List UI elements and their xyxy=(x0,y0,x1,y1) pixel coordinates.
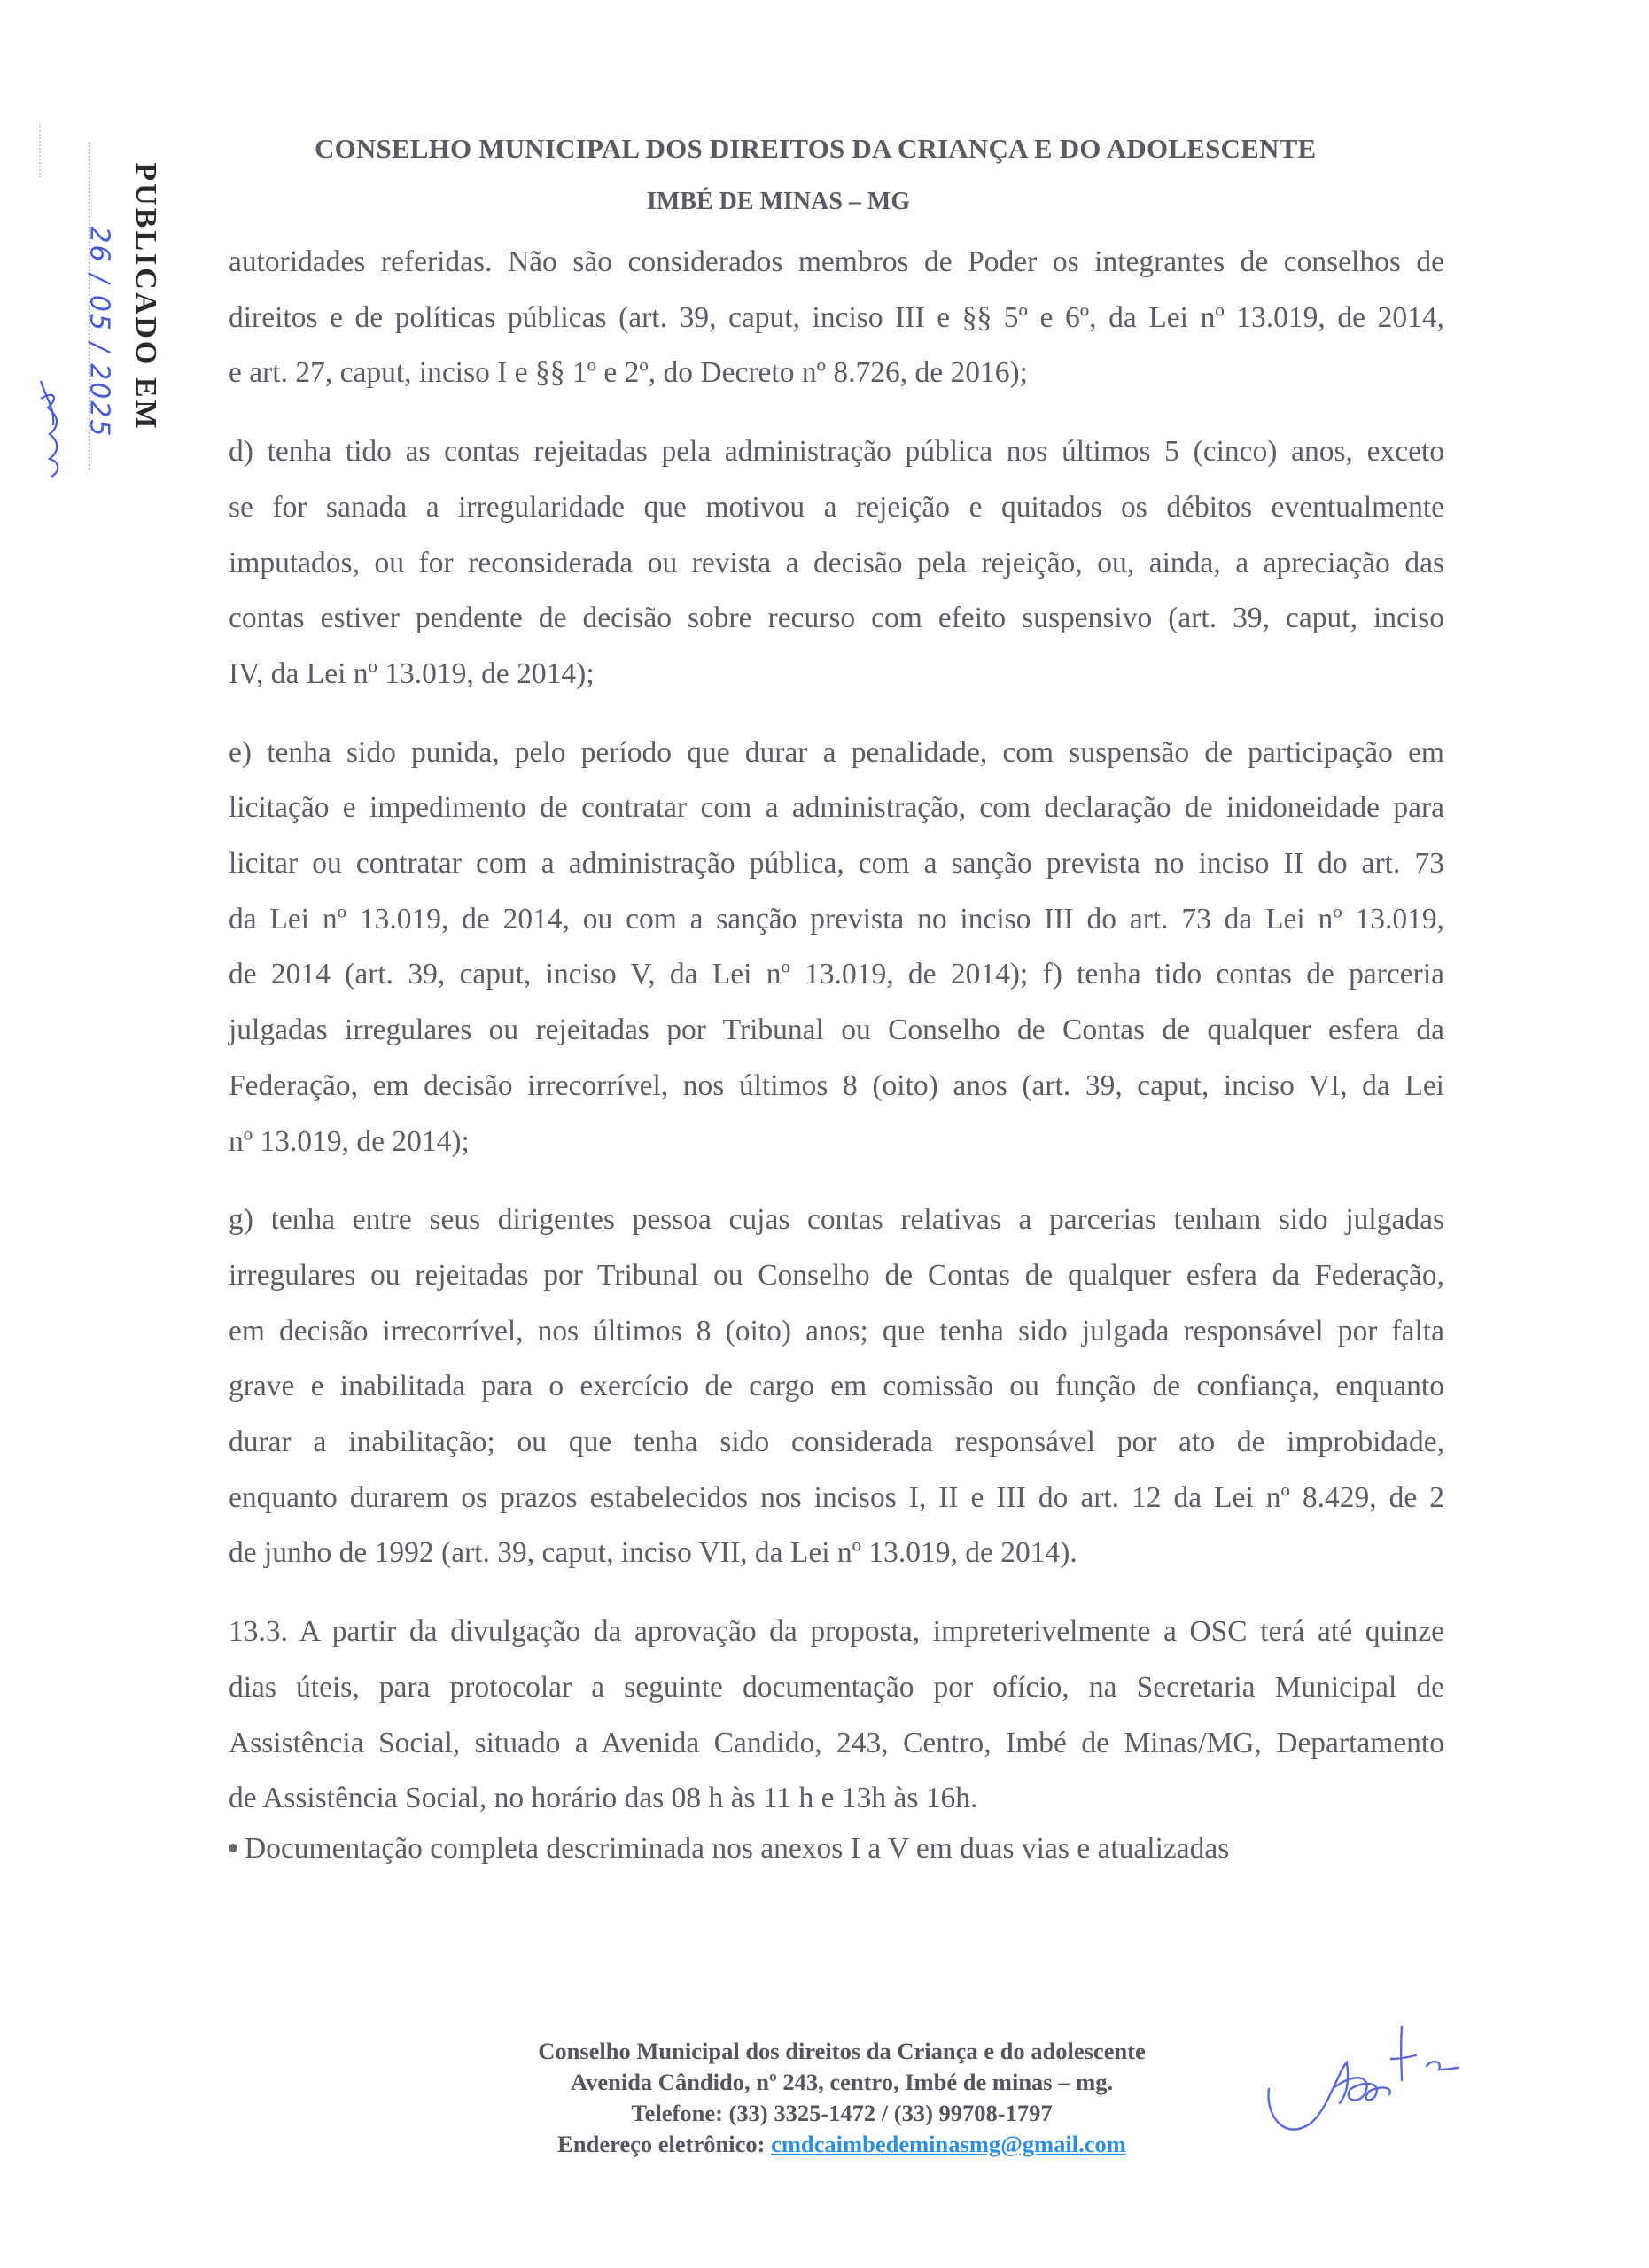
text-line: Assistência Social, situado a Avenida Candido, 243, Centro, Imbé de Minas/MG, Departamento xyxy=(229,1726,1444,1759)
text-line: grave e inabilitada para o exercício de cargo em comissão ou função de confiança, enquanto xyxy=(229,1370,1444,1403)
text-line: g) tenha entre seus dirigentes pessoa cujas contas relativas a parcerias tenham sido julgadas xyxy=(229,1203,1444,1237)
footer-email-row xyxy=(461,2129,1223,2160)
text-line: e art. 27, caput, inciso I e §§ 1º e 2º, do Decreto nº 8.726, de 2016); xyxy=(229,356,1028,390)
text-line: julgadas irregulares ou rejeitadas por Tribunal ou Conselho de Contas de qualquer esfera da xyxy=(229,1014,1444,1047)
paragraph-c-tail xyxy=(229,235,1444,401)
footer-email-link[interactable]: cmdcaimbedeminasmg@gmail.com xyxy=(771,2131,1126,2157)
text-line: IV, da Lei nº 13.019, de 2014); xyxy=(229,656,595,690)
text-line: dias úteis, para protocolar a seguinte documentação por ofício, na Secretaria Municipal de xyxy=(229,1670,1444,1704)
stamp-initials-signature xyxy=(28,133,82,487)
text-line: direitos e de políticas públicas (art. 39, caput, inciso III e §§ 5º e 6º, da Lei nº 13.019, de 2014, xyxy=(229,300,1444,334)
bullet-item-documentation xyxy=(229,1832,1229,1866)
text-line: se for sanada a irregularidade que motivou a rejeição e quitados os débitos eventualmente xyxy=(229,490,1444,524)
footer-email-label: Endereço eletrônico: xyxy=(557,2131,772,2157)
text-line: de junho de 1992 (art. 39, caput, inciso VII, da Lei nº 13.019, de 2014). xyxy=(229,1536,1077,1570)
text-line: 13.3. A partir da divulgação da aprovação da proposta, impreterivelmente a OSC terá até quinze xyxy=(229,1615,1444,1649)
section-13-3 xyxy=(229,1604,1444,1827)
paragraph-g xyxy=(229,1192,1444,1581)
document-body xyxy=(229,235,1444,1850)
header-city: IMBÉ DE MINAS – MG xyxy=(647,188,911,215)
text-line: nº 13.019, de 2014); xyxy=(229,1124,470,1158)
text-line: de Assistência Social, no horário das 08 h às 11 h e 13h às 16h. xyxy=(229,1782,978,1815)
text-line: contas estiver pendente de decisão sobre recurso com efeito suspensivo (art. 39, caput, inciso xyxy=(229,602,1444,635)
text-line: em decisão irrecorrível, nos últimos 8 (oito) anos; que tenha sido julgada responsável por falta xyxy=(229,1314,1444,1348)
text-line: enquanto durarem os prazos estabelecidos nos incisos I, II e III do art. 12 da Lei nº 8.429, de 2 xyxy=(229,1480,1444,1514)
text-line: licitação e impedimento de contratar com a administração, com declaração de inidoneidade para xyxy=(229,791,1444,825)
text-line: d) tenha tido as contas rejeitadas pela administração pública nos últimos 5 (cinco) anos, exceto xyxy=(229,435,1444,469)
text-line: e) tenha sido punida, pelo período que durar a penalidade, com suspensão de participação em xyxy=(229,735,1444,769)
handwritten-signature xyxy=(1258,2018,1471,2142)
published-stamp-label: PUBLICADO EM xyxy=(129,162,162,431)
published-stamp-date xyxy=(82,186,117,478)
text-line: da Lei nº 13.019, de 2014, ou com a sanção prevista no inciso III do art. 73 da Lei nº 13.019, xyxy=(229,902,1444,936)
text-line: imputados, ou for reconsiderada ou revista a decisão pela rejeição, ou, ainda, a apreciação das xyxy=(229,546,1444,579)
paragraph-d xyxy=(229,424,1444,703)
paragraph-e-f xyxy=(229,726,1444,1170)
bullet-icon xyxy=(229,1844,237,1852)
footer-council-name: Conselho Municipal dos direitos da Criança e do adolescente xyxy=(538,2038,1146,2064)
text-line: irregulares ou rejeitadas por Tribunal ou Conselho de Contas de qualquer esfera da Federação, xyxy=(229,1258,1444,1292)
bullet-text: Documentação completa descriminada nos anexos I a V em duas vias e atualizadas xyxy=(245,1832,1230,1865)
document-footer xyxy=(461,2036,1223,2160)
text-line: Federação, em decisão irrecorrível, nos últimos 8 (oito) anos (art. 39, caput, inciso VI, da Lei xyxy=(229,1068,1444,1102)
footer-address: Avenida Cândido, nº 243, centro, Imbé de minas – mg. xyxy=(570,2069,1114,2095)
footer-phone: Telefone: (33) 3325-1472 / (33) 99708-1797 xyxy=(631,2100,1053,2126)
text-line: de 2014 (art. 39, caput, inciso V, da Lei nº 13.019, de 2014); f) tenha tido contas de parceria xyxy=(229,958,1444,991)
published-date-handwritten: 26 / 05 / 2025 xyxy=(83,226,115,439)
text-line: autoridades referidas. Não são considerados membros de Poder os integrantes de conselhos de xyxy=(229,245,1444,278)
header-council-name: CONSELHO MUNICIPAL DOS DIREITOS DA CRIANÇA E DO ADOLESCENTE xyxy=(315,133,1317,164)
text-line: licitar ou contratar com a administração pública, com a sanção prevista no inciso II do art. 73 xyxy=(229,847,1444,881)
published-stamp xyxy=(124,128,167,465)
text-line: durar a inabilitação; ou que tenha sido considerada responsável por ato de improbidade, xyxy=(229,1425,1444,1459)
